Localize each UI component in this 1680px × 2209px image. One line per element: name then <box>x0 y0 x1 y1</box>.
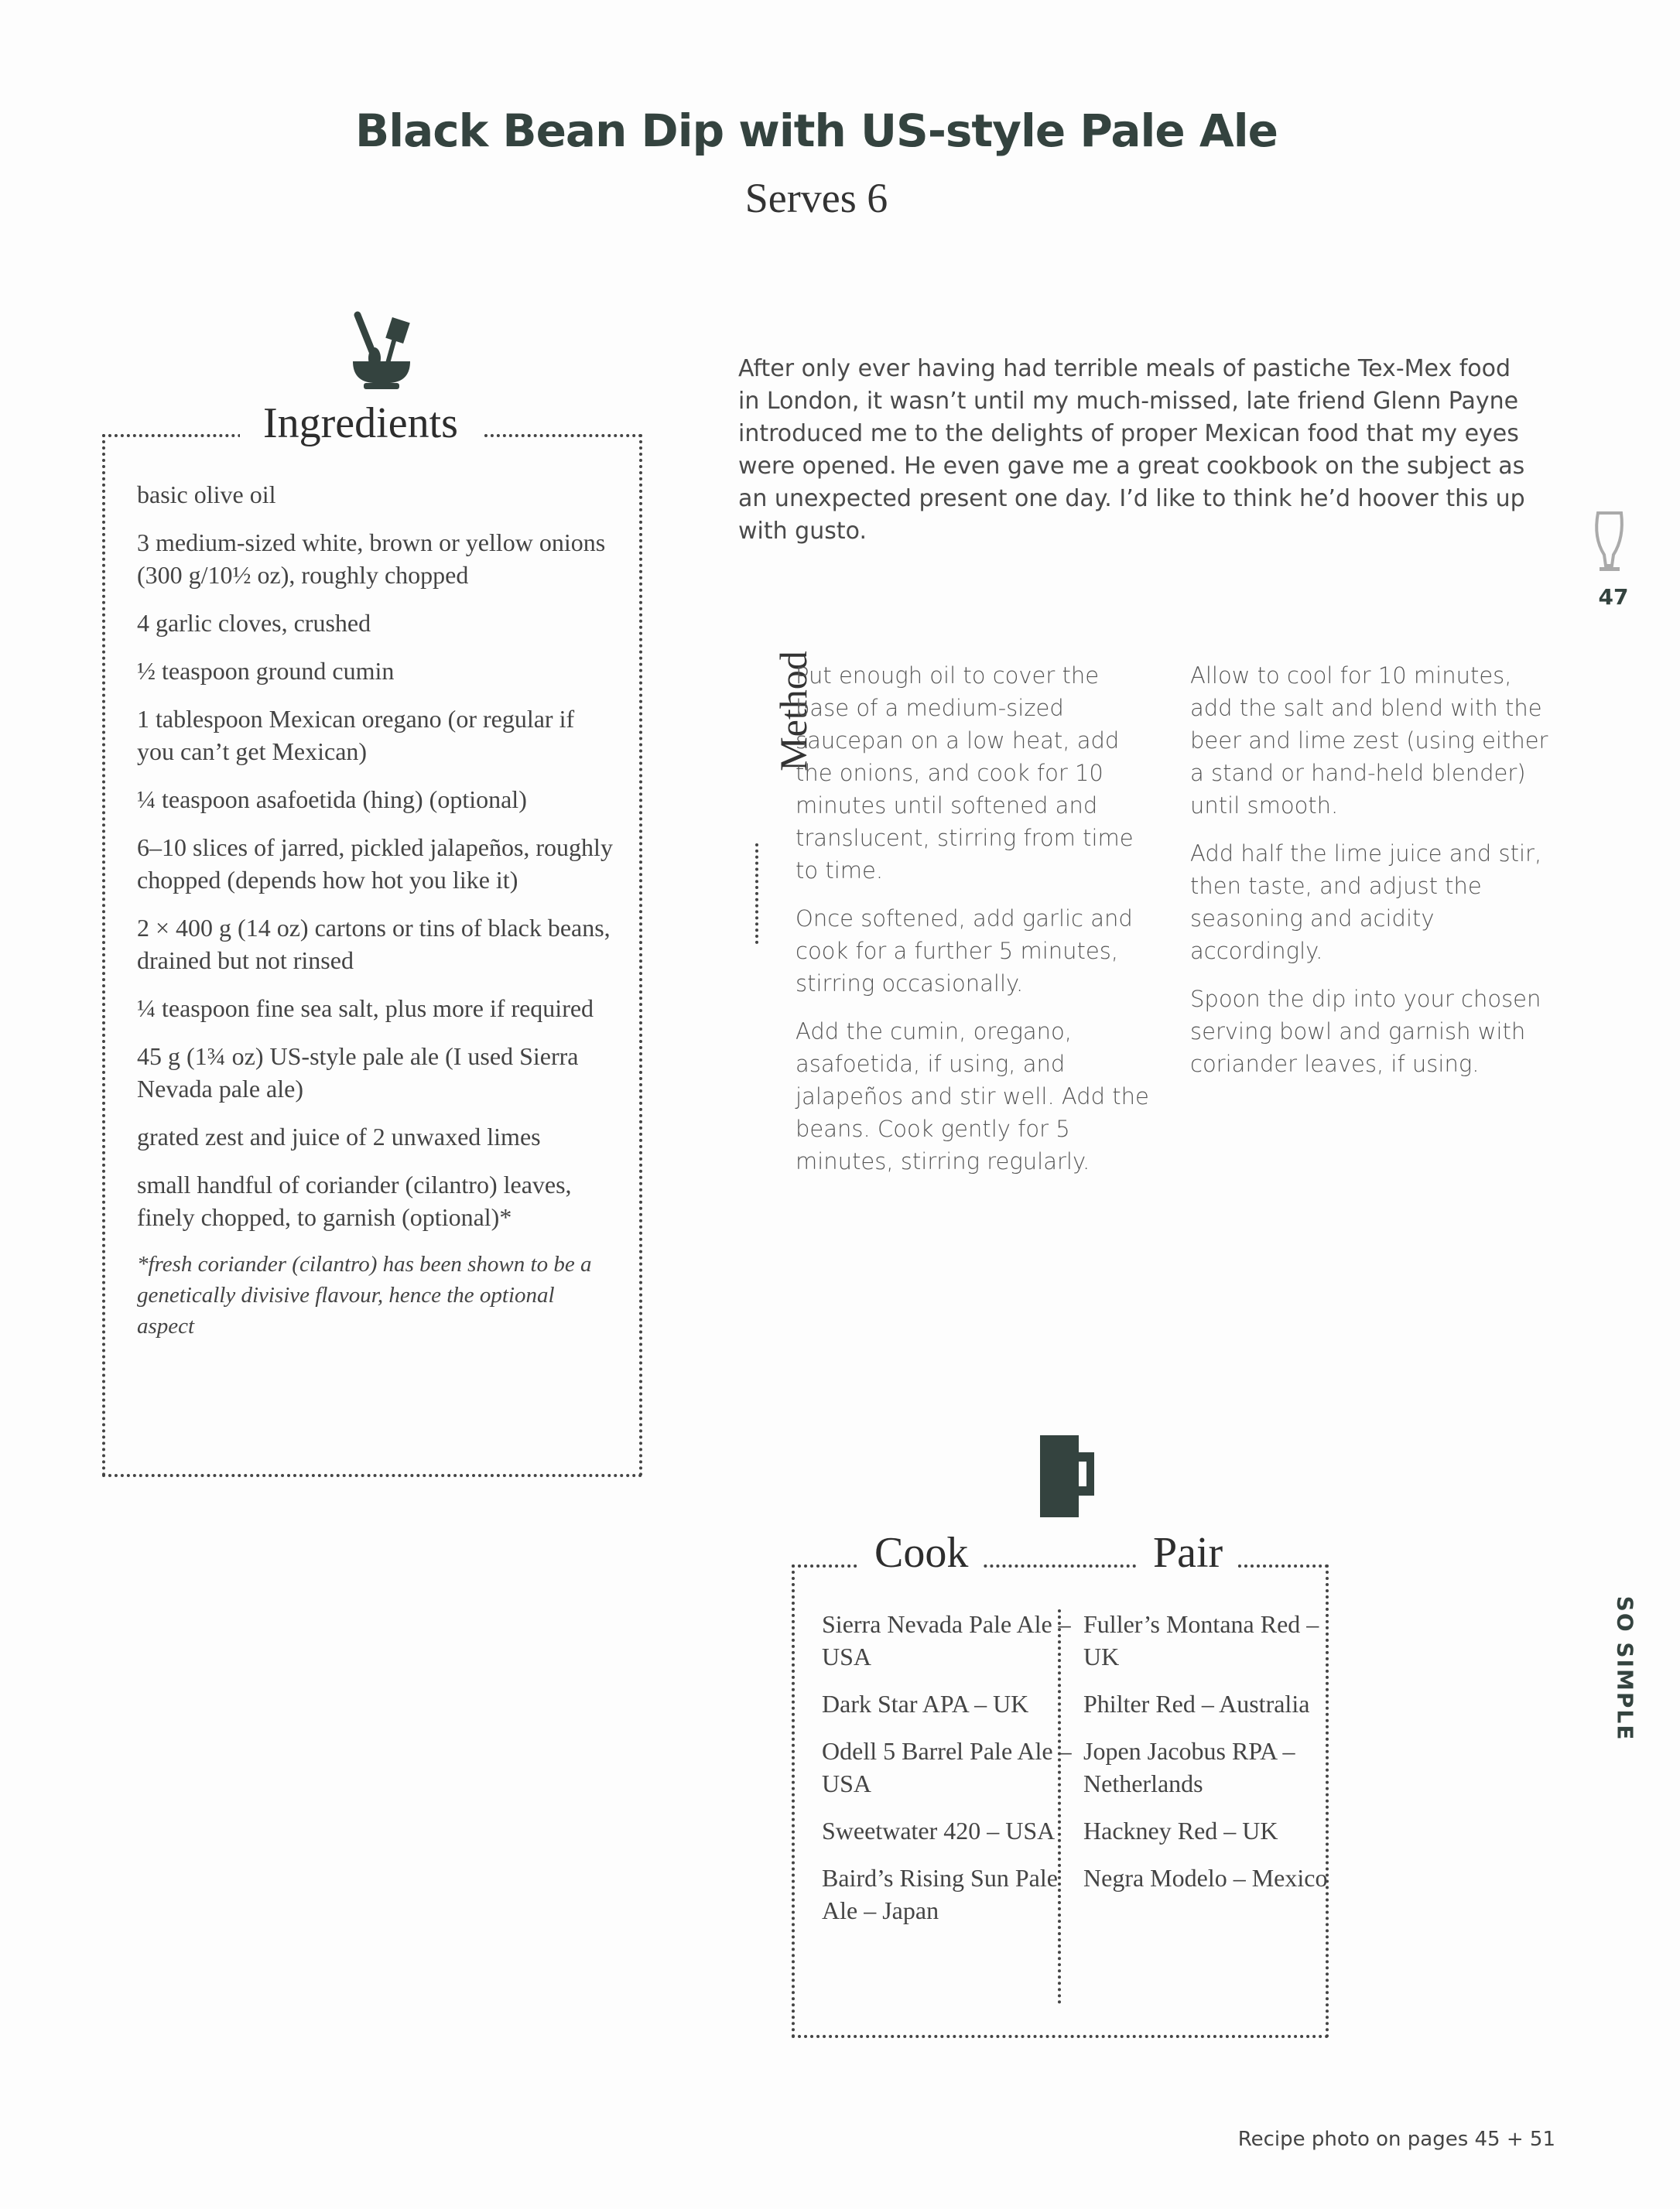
serves: Serves 6 <box>744 175 888 221</box>
mortar-pestle-icon <box>334 306 427 395</box>
recipe-title: Black Bean Dip with US-style Pale Ale <box>355 104 1278 157</box>
pair-list <box>1083 1608 1339 1909</box>
ingredient-item: ¼ teaspoon fine sea salt, plus more if required <box>137 994 594 1022</box>
ingredient-item: ½ teaspoon ground cumin <box>137 657 395 685</box>
method-step: Allow to cool for 10 minutes, add the salt and blend with the beer and lime zest (using either a stand or hand-held blender) until smooth. <box>1190 662 1548 819</box>
beer-glass-icon <box>1590 507 1629 580</box>
pair-beer: Philter Red – Australia <box>1083 1690 1310 1718</box>
method-column-2 <box>1190 659 1554 1096</box>
pair-beer: Jopen Jacobus RPA – Netherlands <box>1083 1737 1295 1797</box>
method-step: Spoon the dip into your chosen serving bowl and garnish with coriander leaves, if using. <box>1190 986 1541 1077</box>
ingredient-item: 2 × 400 g (14 oz) cartons or tins of black beans, drained but not rinsed <box>137 914 611 974</box>
ingredient-item: 45 g (1¾ oz) US-style pale ale (I used Sierra Nevada pale ale) <box>137 1042 579 1103</box>
ingredient-item: ¼ teaspoon asafoetida (hing) (optional) <box>137 785 527 813</box>
ingredients-list <box>137 478 617 1357</box>
intro-paragraph: After only ever having had terrible meals of pastiche Tex-Mex food in London, it wasn’t until my much-missed, late friend Glenn Payne introduced me to the delights of proper Mexican food that my eyes were opened. He even gave me a great cookbook on the subject as an unexpected present one day. I’d like to think he’d hoover this up with gusto. <box>738 355 1525 545</box>
method-step: Add the cumin, oregano, asafoetida, if using, and jalapeños and stir well. Add the beans. Cook gently for 5 minutes, stirring regularly. <box>796 1018 1149 1175</box>
photo-reference: Recipe photo on pages 45 + 51 <box>1237 2128 1555 2151</box>
cook-beer: Dark Star APA – UK <box>822 1690 1029 1718</box>
method-heading: Method <box>772 651 815 771</box>
pair-beer: Hackney Red – UK <box>1083 1817 1278 1845</box>
cook-list <box>822 1608 1077 1941</box>
cook-beer: Odell 5 Barrel Pale Ale – USA <box>822 1737 1072 1797</box>
method-column-1 <box>796 659 1159 1193</box>
ingredient-item: grated zest and juice of 2 unwaxed limes <box>137 1123 541 1151</box>
ingredient-note: *fresh coriander (cilantro) has been shown to be a genetically divisive flavour, hence the optional aspect <box>137 1252 592 1339</box>
cook-heading: Cook <box>859 1528 984 1578</box>
page-number: 47 <box>1598 584 1629 610</box>
ingredient-item: 4 garlic cloves, crushed <box>137 609 371 637</box>
beer-mug-icon <box>1037 1435 1099 1524</box>
pair-beer: Negra Modelo – Mexico <box>1083 1864 1328 1892</box>
pair-beer: Fuller’s Montana Red – UK <box>1083 1610 1319 1670</box>
cook-beer: Sweetwater 420 – USA <box>822 1817 1056 1845</box>
method-step: Once softened, add garlic and cook for a further 5 minutes, stirring occasionally. <box>796 905 1133 997</box>
ingredients-heading: Ingredients <box>240 398 481 448</box>
method-step: Put enough oil to cover the base of a medium-sized saucepan on a low heat, add the onions, and cook for 10 minutes until softened and translucent, stirring from time to time. <box>796 662 1134 884</box>
ingredient-item: 6–10 slices of jarred, pickled jalapeños, roughly chopped (depends how hot you like it) <box>137 833 613 894</box>
ingredient-item: 3 medium-sized white, brown or yellow onions (300 g/10½ oz), roughly chopped <box>137 528 606 589</box>
pair-heading: Pair <box>1138 1528 1238 1578</box>
ingredient-item: 1 tablespoon Mexican oregano (or regular if you can’t get Mexican) <box>137 705 575 765</box>
cook-beer: Baird’s Rising Sun Pale Ale – Japan <box>822 1864 1058 1924</box>
method-divider <box>755 843 758 944</box>
ingredient-item: small handful of coriander (cilantro) leaves, finely chopped, to garnish (optional)* <box>137 1171 572 1231</box>
method-step: Add half the lime juice and stir, then taste, and adjust the seasoning and acidity accordingly. <box>1190 840 1542 964</box>
cook-beer: Sierra Nevada Pale Ale – USA <box>822 1610 1071 1670</box>
ingredient-item: basic olive oil <box>137 480 276 508</box>
section-label: SO SIMPLE <box>1612 1595 1638 1742</box>
